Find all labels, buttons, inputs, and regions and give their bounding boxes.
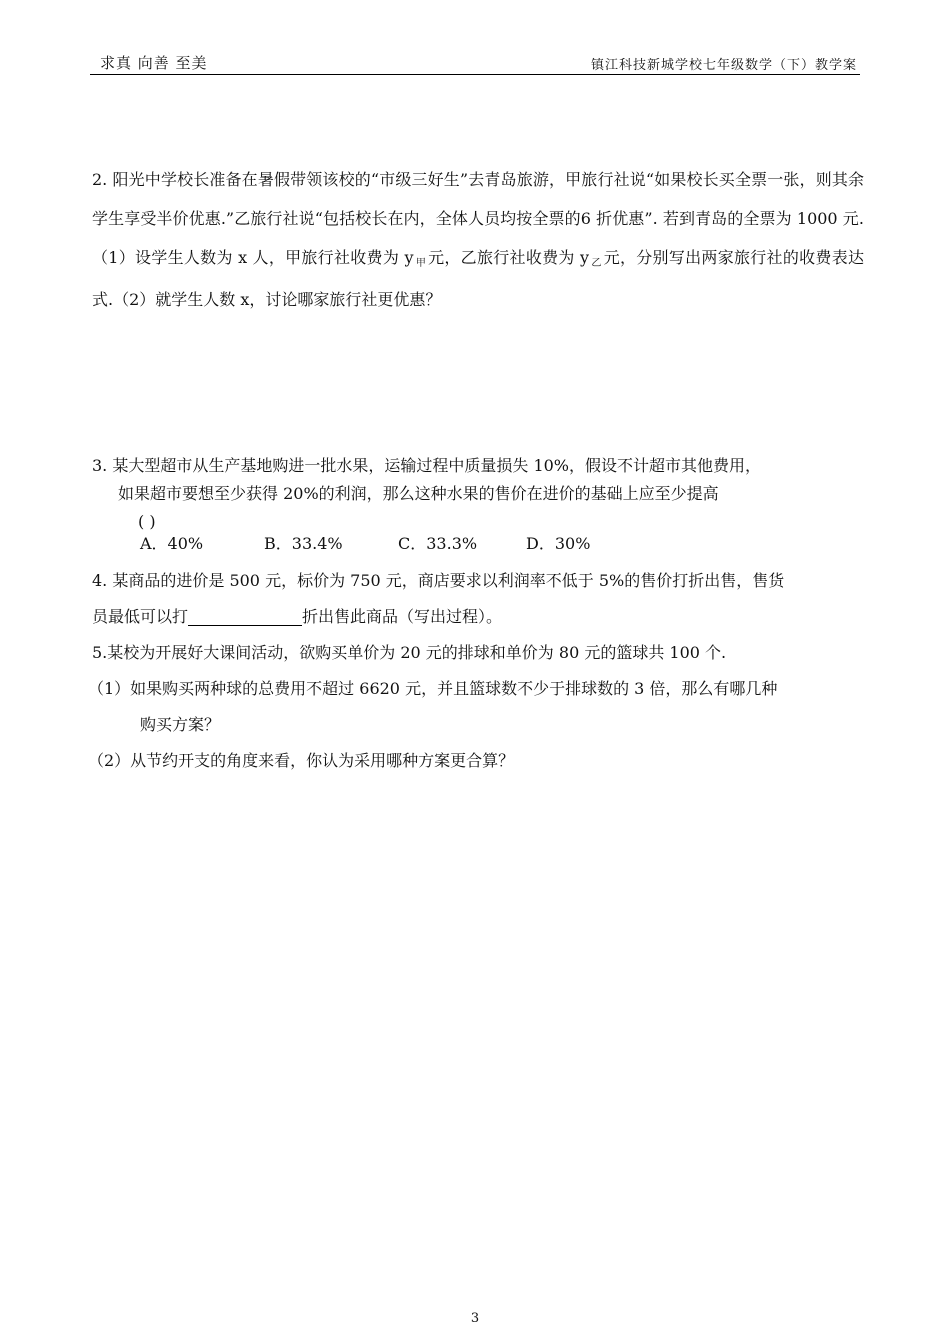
q4-answer-blank — [188, 607, 302, 626]
q3-line1: 3. 某大型超市从生产基地购进一批水果，运输过程中质量损失 10%，假设不计超市其他费用， — [92, 456, 762, 475]
q3-line2: 如果超市要想至少获得 20%的利润，那么这种水果的售价在进价的基础上应至少提高 — [118, 484, 719, 503]
header-rule — [90, 74, 860, 75]
q4-line2 — [92, 604, 502, 627]
q5-part1-line2: 购买方案？ — [140, 715, 221, 734]
choice-a: A．40% — [140, 534, 204, 553]
q4-line1: 4. 某商品的进价是 500 元，标价为 750 元，商店要求以利润率不低于 5%的售价打折出售，售货 — [92, 571, 785, 590]
q4-line2-after: 折出售此商品（写出过程）。 — [302, 607, 503, 626]
q2-text-part3: 元，分别写出两家旅行社的收费表达式.（2）就学生人数 x，讨论哪家旅行社更优惠？ — [92, 248, 864, 309]
q3-answer-bracket: ( ) — [138, 512, 156, 531]
choice-b: B．33.4% — [264, 534, 343, 553]
q2-text-part1: 2. 阳光中学校长准备在暑假带领该校的“市级三好生”去青岛旅游，甲旅行社说“如果校长买全票一张，则其余学生享受半价优惠.”乙旅行社说“包括校长在内，全体人员均按全票的6 折优惠”. 若到青岛的全票为 1000 元.（1）设学生人数为 x 人，甲旅行社收费为 y — [92, 170, 864, 267]
q2-subscript-yi: 乙 — [591, 258, 602, 269]
header-left: 求真 向善 至美 — [100, 54, 208, 72]
q5-intro: 5.某校为开展好大课间活动，欲购买单价为 20 元的排球和单价为 80 元的篮球共 100 个. — [92, 643, 727, 662]
q2-subscript-jia: 甲 — [415, 258, 427, 269]
page-number: 3 — [470, 1311, 480, 1326]
question-3 — [92, 452, 864, 536]
header-right: 镇江科技新城学校七年级数学（下）教学案 — [590, 58, 857, 73]
q3-choices — [140, 530, 590, 558]
q5-part2: （2）从节约开支的角度来看，你认为采用哪种方案更合算？ — [88, 751, 515, 770]
q5-part1-line1: （1）如果购买两种球的总费用不超过 6620 元，并且篮球数不少于排球数的 3 倍，那么有哪几种 — [88, 679, 778, 698]
question-2 — [92, 160, 864, 319]
q2-text-part2: 元，乙旅行社收费为 y — [428, 248, 590, 267]
choice-c: C．33.3% — [398, 534, 478, 553]
choice-d: D．30% — [526, 534, 591, 553]
q4-line2-before: 员最低可以打 — [92, 607, 189, 626]
